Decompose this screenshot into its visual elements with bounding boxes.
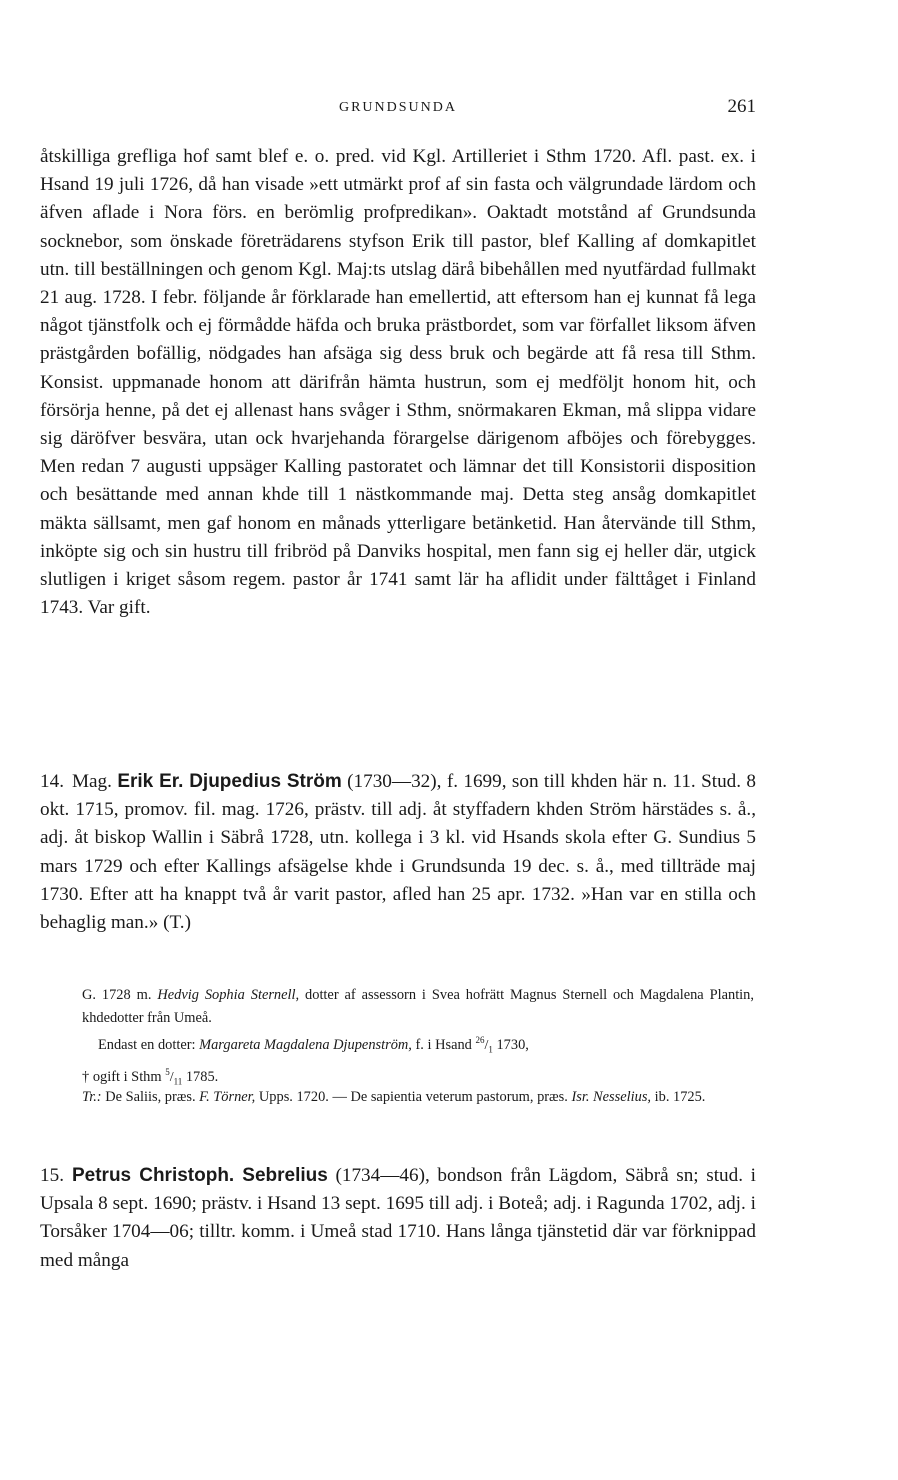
entry-14-family-note [82,984,754,1094]
entry-15-name: Petrus Christoph. Sebrelius [71,1165,328,1186]
thesis-1-place: Upps. 1720. — De sapientia veterum pastorum, præs. [258,1089,568,1105]
family-marriage [82,984,754,1029]
entry-14-text: (1730—32), f. 1699, son till khden här n. 11. Stud. 8 okt. 1715, promov. fil. mag. 1726, prästv. till adj. åt styffadern khden Ström härstädes s. å., adj. åt biskop Wallin i Säbrå 1728, utn. kollega i 3 kl. vid Hsands skola efter G. Sundius 5 mars 1729 och efter Kallings afsägelse khde i Grundsunda 19 dec. s. å., med tillträde maj 1730. Efter att ha knappt två år varit pastor, afled han 25 apr. 1732. »Han var en stilla och behaglig man.» (T.) [40,771,757,934]
thesis-1-praeses: F. Törner, [199,1089,256,1105]
entry-14-title: Mag. [71,771,112,792]
running-head [40,98,756,124]
entry-15 [40,1162,756,1275]
birth-day: 26 [475,1035,485,1046]
death-month: 11 [173,1077,183,1088]
wife-name: Hedvig Sophia Sternell, [157,987,300,1003]
wife-text: dotter af assessorn i Svea hofrätt Magnus Sternell och Magdalena Plantin, khdedotter från Umeå. [82,987,754,1026]
thesis-1: De Saliis, præs. [105,1089,196,1105]
marriage-prefix: G. 1728 m. [82,987,152,1003]
fraction-slash: / [484,1037,489,1053]
child-name: Margareta Magdalena Djupenström, [199,1036,412,1053]
death-day: 5 [165,1067,170,1078]
entry-15-text: (1734—46), bondson från Lägdom, Säbrå sn; stud. i Upsala 8 sept. 1690; prästv. i Hsand 13 sept. 1695 till adj. i Boteå; adj. i Ragunda 1702, adj. i Torsåker 1704—06; tilltr. komm. i Umeå stad 1710. Hans långa tjänstetid där var förknippad med många [40,1165,756,1271]
thesis-2-praeses: Isr. Nesselius, [571,1089,652,1105]
death-mark: † [82,1069,90,1086]
paragraph-kalling-biography: åtskilliga grefliga hof samt blef e. o. pred. vid Kgl. Artilleriet i Sthm 1720. Afl. past. ex. i Hsand 19 juli 1726, då han visade »ett utmärkt prof af sin fasta och välgrundade lärdom och äfven aflade i Nora förs. en berömlig profpredikan». Oaktadt motstånd af Grundsunda socknebor, som önskade företrädarens styfson Erik till pastor, blef Kalling af domkapitlet utn. till beställningen och genom Kgl. Maj:ts utslag därå bibehållen med nyutfärdad fullmakt 21 aug. 1728. I febr. följande år förklarade han emellertid, att eftersom han ej kunnat få lega något tjänstfolk och ej förmådde häfda och bruka prästbordet, som var förfallet liksom äfven prästgården bofällig, nödgades han afsäga sig dess bruk och begärde att få resa till Sthm. Konsist. uppmanade honom att därifrån hämta hustrun, som ej medföljt honom hit, och försörja henne, på det ej allenast hans svåger i Sthm, snörmakaren Ekman, må slippa vidare sig däröfver besvära, utan ock hvarjehanda förargelse därigenom afböjes och förebygges. Men redan 7 augusti uppsäger Kalling pastoratet och lämnar det till Konsistorii disposition och besättande med annan khde till 1 nästkommande maj. Detta steg ansåg domkapitlet mäkta sällsamt, men gaf honom en månads ytterligare betänketid. Han återvände till Sthm, inköpte sig och sin hustru till fribröd på Danviks hospital, men fann sig ej heller där, utgick slutligen i kriget såsom regem. pastor år 1741 samt lär ha aflidit under fälttåget i Finland 1743. Var gift. [40,146,756,619]
child-prefix: Endast en dotter: [98,1036,196,1053]
fraction-slash: / [169,1070,174,1086]
running-title: GRUNDSUNDA [338,100,457,115]
family-children [82,1029,754,1094]
death-year: 1785. [185,1069,219,1086]
entry-14 [40,768,756,937]
entry-14-name: Erik Er. Djupedius Ström [117,771,342,792]
tr-label: Tr.: [82,1089,102,1105]
birth-year: 1730, [496,1036,529,1053]
child-birth-text: f. i Hsand [415,1036,472,1053]
birth-month: 1 [488,1044,493,1055]
entry-14-number: 14. [40,771,64,792]
page-number: 261 [727,96,756,117]
thesis-2-place: ib. 1725. [654,1089,706,1105]
death-text: ogift i Sthm [92,1069,162,1086]
entry-14-theses-note [82,1086,754,1109]
entry-15-number: 15. [40,1165,64,1186]
theses [82,1086,754,1109]
